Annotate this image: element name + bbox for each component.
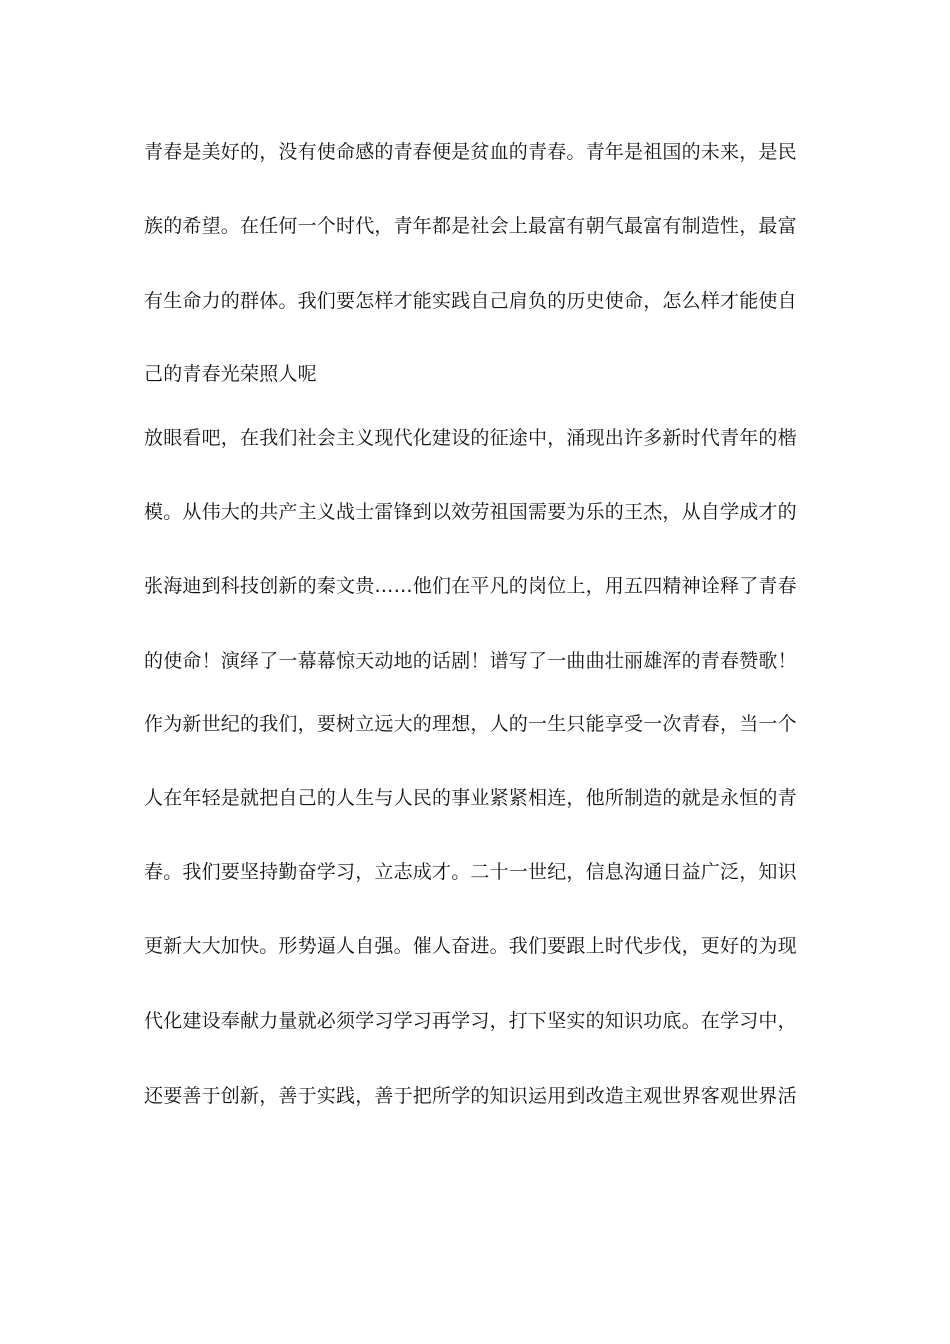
text-line: 族的希望。在任何一个时代，青年都是社会上最富有朝气最富有制造性，最富 — [144, 215, 797, 237]
text-line: 有生命力的群体。我们要怎样才能实践自己肩负的历史使命，怎么样才能使自 — [144, 290, 797, 312]
text-line: 作为新世纪的我们，要树立远大的理想，人的一生只能享受一次青春，当一个 — [144, 713, 797, 735]
text-line: 人在年轻是就把自己的人生与人民的事业紧紧相连，他所制造的就是永恒的青 — [144, 787, 797, 809]
text-line: 模。从伟大的共产主义战士雷锋到以效劳祖国需要为乐的王杰，从自学成才的 — [144, 501, 797, 523]
text-line: 放眼看吧，在我们社会主义现代化建设的征途中，涌现出许多新时代青年的楷 — [144, 427, 797, 449]
text-line: 的使命！演绎了一幕幕惊天动地的话剧！谱写了一曲曲壮丽雄浑的青春赞歌！ — [144, 650, 797, 672]
text-line: 还要善于创新，善于实践，善于把所学的知识运用到改造主观世界客观世界活 — [144, 1085, 797, 1107]
text-line: 更新大大加快。形势逼人自强。催人奋进。我们要跟上时代步伐，更好的为现 — [144, 935, 797, 957]
text-line: 代化建设奉献力量就必须学习学习再学习，打下坚实的知识功底。在学习中， — [144, 1010, 797, 1032]
text-line: 青春是美好的，没有使命感的青春便是贫血的青春。青年是祖国的未来，是民 — [144, 141, 797, 163]
text-line: 张海迪到科技创新的秦文贵……他们在平凡的岗位上，用五四精神诠释了青春 — [144, 575, 797, 597]
text-line: 春。我们要坚持勤奋学习，立志成才。二十一世纪，信息沟通日益广泛，知识 — [144, 861, 797, 883]
text-line: 己的青春光荣照人呢 — [144, 363, 317, 385]
